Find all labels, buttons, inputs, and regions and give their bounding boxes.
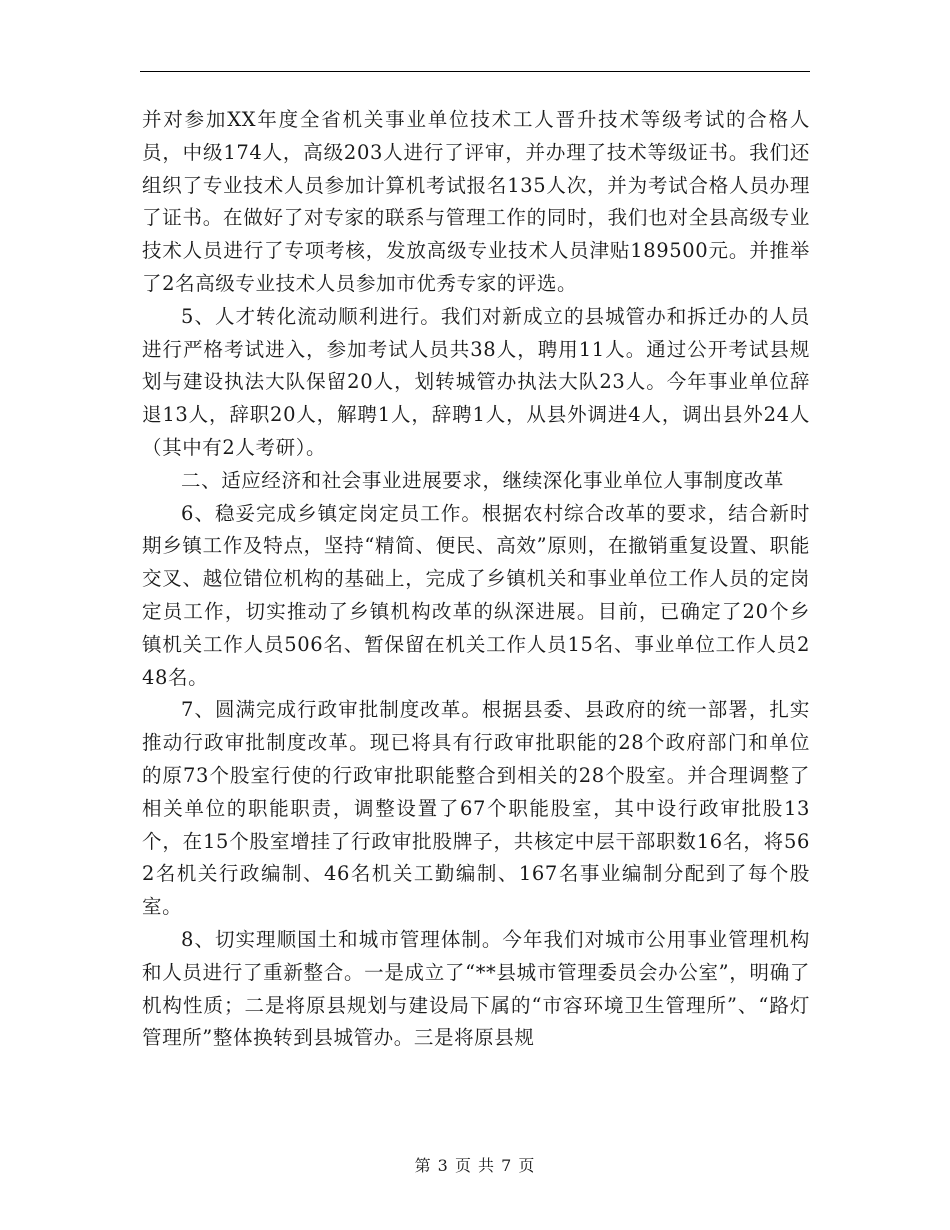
paragraph-4: 7、圆满完成行政审批制度改革。根据县委、县政府的统一部署，扎实推动行政审批制度改革。现已将具有行政审批职能的28个政府部门和单位的原73个股室行使的行政审批职能整合到相关的28个股室。并合理调整了相关单位的职能职责，调整设置了67个职能股室，其中设行政审批股13个，在15个股室增挂了行政审批股牌子，共核定中层干部职数16名，将562名机关行政编制、46名机关工勤编制、167名事业编制分配到了每个股室。 (142, 698, 810, 919)
page-number-footer: 第 3 页 共 7 页 (414, 1156, 536, 1175)
paragraph-2: 5、人才转化流动顺利进行。我们对新成立的县城管办和拆迁办的人员进行严格考试进入，参加考试人员共38人，聘用11人。通过公开考试县规划与建设执法大队保留20人，划转城管办执法大队23人。今年事业单位辞退13人，辞职20人，解聘1人，辞聘1人，从县外调进4人，调出县外24人（其中有2人考研）。 (142, 304, 810, 459)
paragraph-3: 6、稳妥完成乡镇定岗定员工作。根据农村综合改革的要求，结合新时期乡镇工作及特点，坚持“精简、便民、高效”原则，在撤销重复设置、职能交叉、越位错位机构的基础上，完成了乡镇机关和事业单位工作人员的定岗定员工作，切实推动了乡镇机构改革的纵深进展。目前，已确定了20个乡镇机关工作人员506名、暂保留在机关工作人员15名、事业单位工作人员248名。 (142, 501, 810, 689)
paragraph-1: 并对参加XX年度全省机关事业单位技术工人晋升技术等级考试的合格人员，中级174人，高级203人进行了评审，并办理了技术等级证书。我们还组织了专业技术人员参加计算机考试报名135人次，并为考试合格人员办理了证书。在做好了对专家的联系与管理工作的同时，我们也对全县高级专业技术人员进行了专项考核，发放高级专业技术人员津贴189500元。并推举了2名高级专业技术人员参加市优秀专家的评选。 (142, 108, 810, 295)
paragraph-5: 8、切实理顺国土和城市管理体制。今年我们对城市公用事业管理机构和人员进行了重新整合。一是成立了“**县城市管理委员会办公室”，明确了机构性质；二是将原县规划与建设局下属的“市容环境卫生管理所”、“路灯管理所”整体换转到县城管办。三是将原县规 (142, 927, 810, 1050)
document-body (142, 104, 810, 1055)
header-rule (140, 71, 810, 72)
section-heading: 二、适应经济和社会事业进展要求，继续深化事业单位人事制度改革 (181, 468, 785, 492)
